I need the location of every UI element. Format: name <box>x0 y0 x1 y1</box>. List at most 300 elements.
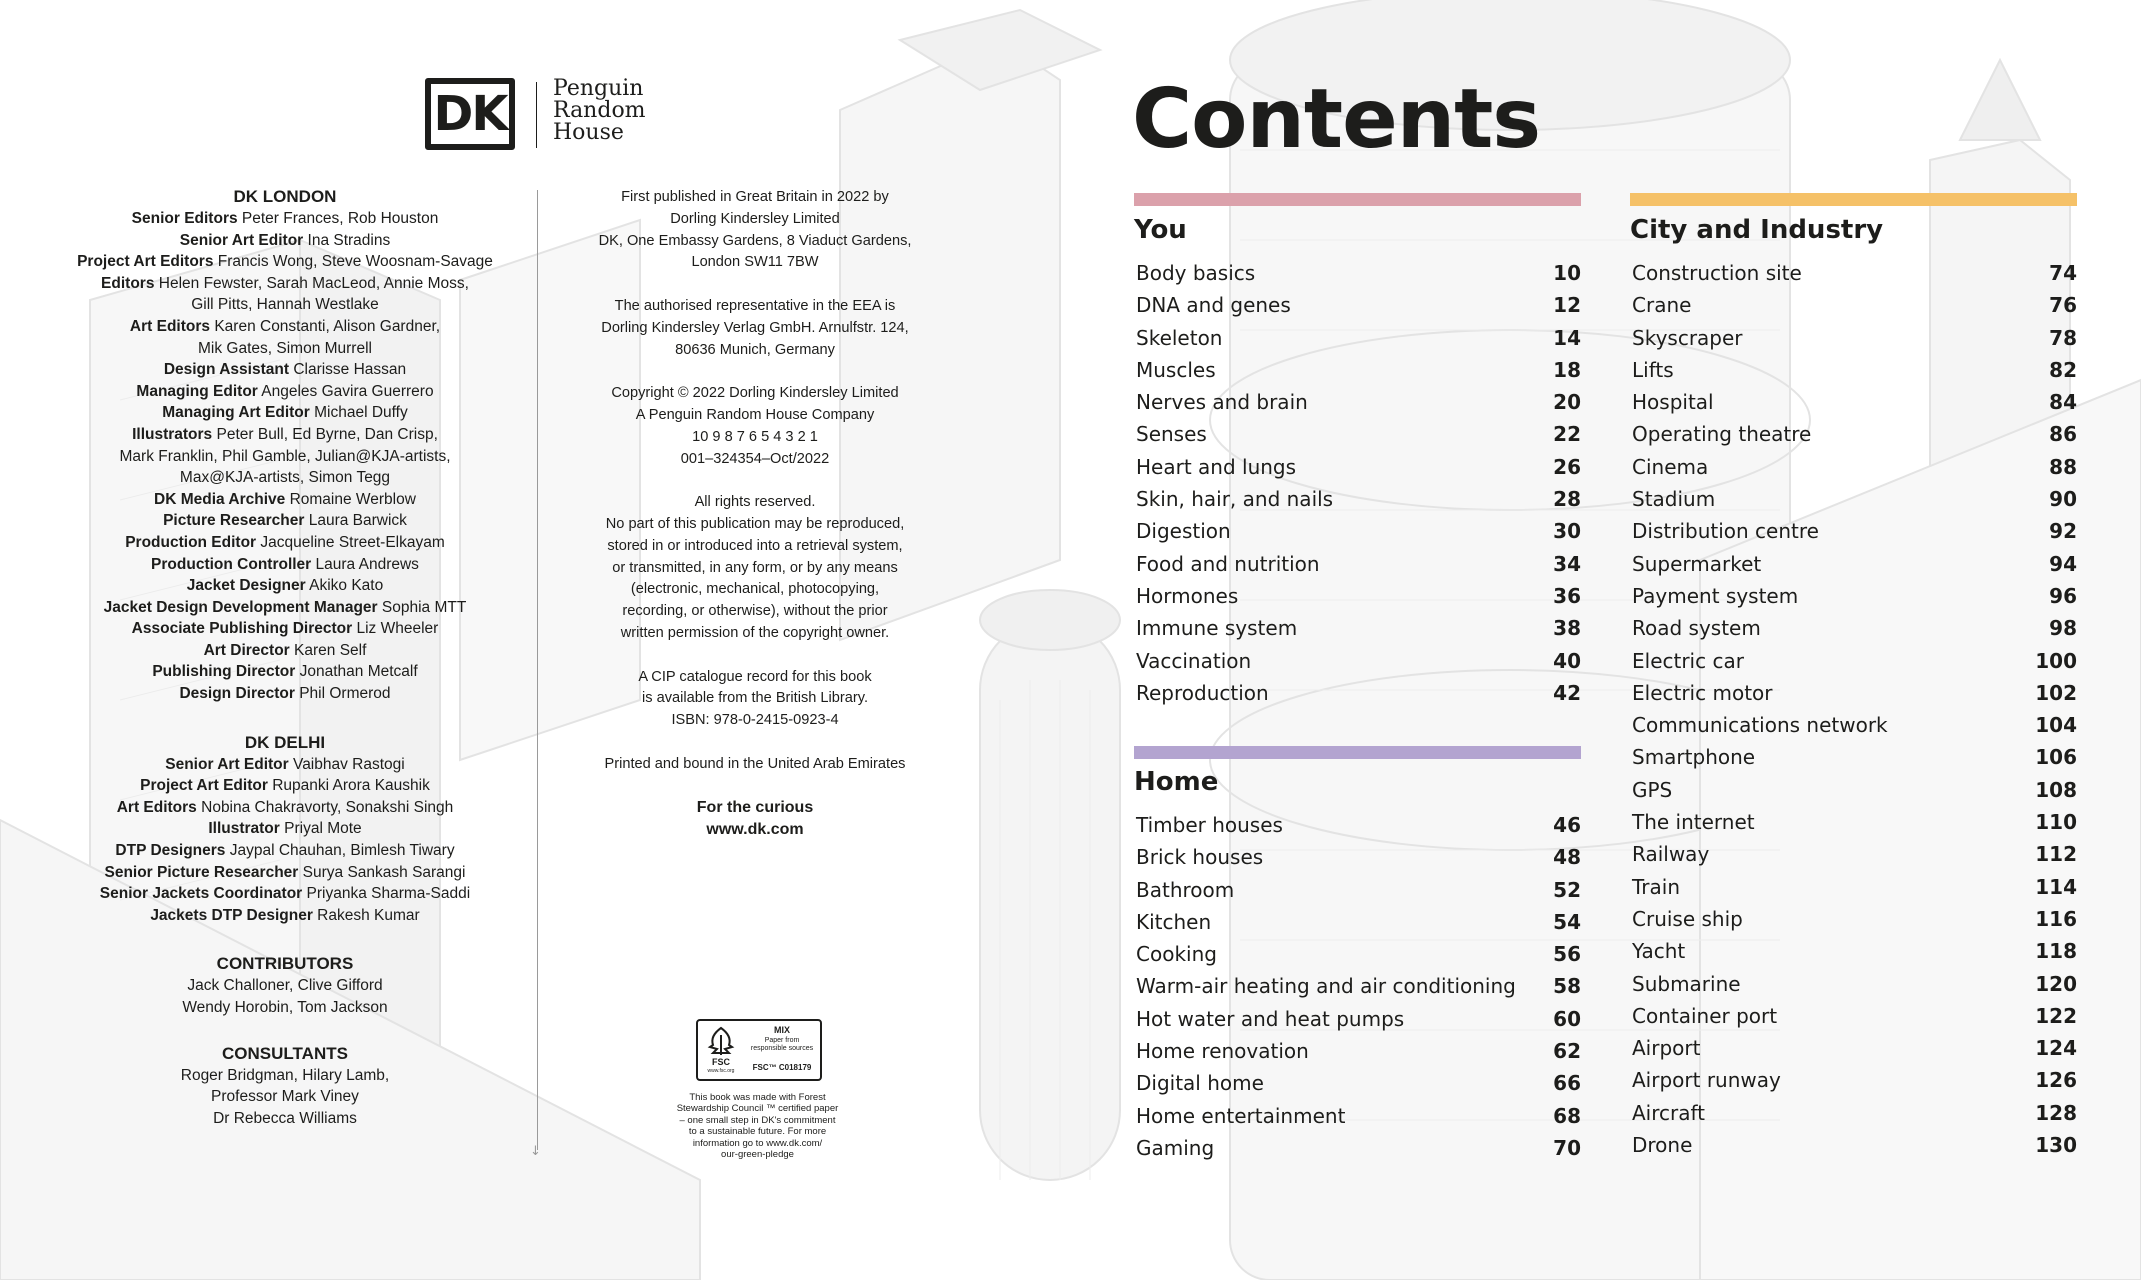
imprint-line: or transmitted, in any form, or by any means <box>612 559 898 576</box>
toc-entry[interactable] <box>1630 645 2077 677</box>
credit-role: Editors <box>101 274 155 292</box>
publisher-logo <box>425 78 665 154</box>
credit-line <box>60 661 510 683</box>
toc-entry[interactable] <box>1630 806 2077 838</box>
toc-entry-title: Heart and lungs <box>1136 454 1297 479</box>
toc-page-number: 100 <box>2035 648 2077 673</box>
toc-entry[interactable] <box>1630 903 2077 935</box>
toc-entry[interactable] <box>1134 257 1581 289</box>
toc-entry[interactable] <box>1134 809 1581 841</box>
toc-page-number: 42 <box>1553 680 1581 705</box>
toc-entry-title: Cinema <box>1632 454 1709 479</box>
toc-entry-title: Skyscraper <box>1632 325 1743 350</box>
toc-page-number: 124 <box>2035 1036 2077 1061</box>
toc-entry[interactable] <box>1134 354 1581 386</box>
fsc-paper-source <box>748 1037 816 1053</box>
imprint-line: Copyright © 2022 Dorling Kindersley Limited <box>611 385 899 402</box>
imprint-line: written permission of the copyright owner. <box>620 624 890 641</box>
toc-entry-title: Hot water and heat pumps <box>1136 1006 1405 1031</box>
toc-entry[interactable] <box>1630 612 2077 644</box>
toc-page-number: 10 <box>1553 261 1581 285</box>
imprint-paragraph <box>585 296 925 361</box>
toc-entry-title: Container port <box>1632 1003 1778 1028</box>
toc-entry-title: GPS <box>1632 777 1673 802</box>
credit-line <box>60 883 510 905</box>
credit-names: Vaibhav Rastogi <box>293 755 405 773</box>
toc-entry[interactable] <box>1630 580 2077 612</box>
toc-page-number: 26 <box>1553 454 1581 479</box>
toc-page-number: 104 <box>2035 713 2077 738</box>
toc-entry-title: Kitchen <box>1136 909 1212 934</box>
dk-logo-mark: DK <box>425 78 515 150</box>
toc-page-number: 94 <box>2049 551 2077 576</box>
consultant-line: Roger Bridgman, Hilary Lamb, <box>180 1066 390 1084</box>
toc-entry[interactable] <box>1630 677 2077 709</box>
toc-entry[interactable] <box>1134 289 1581 321</box>
contents-title: Contents <box>1132 72 1541 167</box>
toc-entry[interactable] <box>1630 774 2077 806</box>
credit-line <box>60 489 510 511</box>
toc-page-number: 112 <box>2035 842 2077 867</box>
contributor-line: Jack Challoner, Clive Gifford <box>187 977 383 995</box>
toc-page-number: 102 <box>2035 680 2077 705</box>
toc-entry[interactable] <box>1630 289 2077 321</box>
toc-page-number: 120 <box>2035 971 2077 996</box>
toc-entry-title: Reproduction <box>1136 680 1269 705</box>
credit-role: Art Editors <box>116 798 197 816</box>
credit-names: Francis Wong, Steve Woosnam-Savage <box>217 253 493 271</box>
toc-page-number: 20 <box>1553 390 1581 415</box>
fsc-paper-line-2: responsible sources <box>750 1045 814 1052</box>
toc-entry[interactable] <box>1134 612 1581 644</box>
toc-entry[interactable] <box>1630 257 2077 289</box>
toc-entry-title: The internet <box>1632 810 1755 835</box>
toc-entry-title: Gaming <box>1136 1135 1215 1160</box>
credit-line <box>60 862 510 884</box>
toc-entry[interactable] <box>1630 322 2077 354</box>
toc-entry-title: Hospital <box>1632 390 1714 415</box>
imprint-paragraph <box>585 187 925 274</box>
imprint-line: The authorised representative in the EEA is <box>614 297 896 314</box>
credit-line <box>60 381 510 403</box>
prh-line-3: House <box>553 120 624 145</box>
credit-names: Peter Frances, Rob Houston <box>241 210 439 227</box>
credit-role: Publishing Director <box>152 663 296 681</box>
credit-line <box>60 683 510 705</box>
toc-entry[interactable] <box>1134 386 1581 418</box>
toc-entry-title: Home entertainment <box>1136 1103 1346 1128</box>
credit-names: Karen Constanti, Alison Gardner, <box>214 317 441 335</box>
toc-entry-title: Digital home <box>1136 1071 1264 1096</box>
credit-names: Max@KJA-artists, Simon Tegg <box>179 469 391 487</box>
toc-page-number: 86 <box>2049 422 2077 447</box>
toc-entry[interactable] <box>1134 906 1581 938</box>
credit-names: Ina Stradins <box>307 231 391 249</box>
contributors-list <box>60 975 510 1018</box>
fsc-code: FSC™ C018179 <box>752 1063 812 1072</box>
toc-page-number: 34 <box>1553 551 1581 576</box>
toc-page-number: 70 <box>1553 1135 1581 1160</box>
credit-role: Senior Picture Researcher <box>104 863 299 881</box>
toc-entry[interactable] <box>1134 1067 1581 1099</box>
you-toc-list <box>1134 257 1581 709</box>
toc-page-number: 18 <box>1553 357 1581 382</box>
credit-role: Managing Art Editor <box>162 404 310 422</box>
toc-entry-title: Senses <box>1136 422 1207 447</box>
toc-entry-title: Road system <box>1632 616 1761 641</box>
credit-role: Picture Researcher <box>163 512 305 530</box>
fsc-note-line: – one small step in DK's commitment <box>679 1114 836 1126</box>
credit-names: Angeles Gavira Guerrero <box>261 382 434 400</box>
fsc-paper-line-1: Paper from <box>764 1037 800 1044</box>
dk-london-credits <box>60 208 510 705</box>
penguin-random-house-wordmark <box>553 78 646 144</box>
toc-entry-title: Skin, hair, and nails <box>1136 487 1334 512</box>
credit-names: Laura Andrews <box>315 555 419 573</box>
fsc-tree-icon <box>704 1025 738 1073</box>
toc-page-number: 48 <box>1553 845 1581 870</box>
credit-role: Associate Publishing Director <box>131 620 353 638</box>
toc-entry-title: Warm-air heating and air conditioning <box>1136 974 1516 999</box>
credit-names: Priyanka Sharma-Saddi <box>306 885 471 903</box>
toc-entry[interactable] <box>1630 1097 2077 1129</box>
imprint-paragraph <box>585 754 925 776</box>
toc-entry[interactable] <box>1134 418 1581 450</box>
credit-role: Art Editors <box>129 317 211 335</box>
imprint-paragraphs <box>585 187 925 776</box>
fsc-note-line: our-green-pledge <box>721 1149 794 1161</box>
credits-column <box>60 186 510 1129</box>
toc-entry[interactable] <box>1630 483 2077 515</box>
toc-page-number: 36 <box>1553 583 1581 608</box>
toc-page-number: 14 <box>1553 325 1581 350</box>
toc-page-number: 22 <box>1553 422 1581 447</box>
home-toc-list <box>1134 809 1581 1164</box>
toc-entry[interactable] <box>1630 741 2077 773</box>
toc-page-number: 90 <box>2049 487 2077 512</box>
credit-line <box>60 797 510 819</box>
imprint-line: 80636 Munich, Germany <box>675 341 835 358</box>
toc-entry[interactable] <box>1630 935 2077 967</box>
prh-line-2: Random <box>553 98 646 123</box>
toc-page-number: 82 <box>2049 357 2077 382</box>
toc-entry-title: Smartphone <box>1632 745 1756 770</box>
credit-role: Senior Art Editor <box>165 755 289 773</box>
toc-entry-title: Cooking <box>1136 942 1217 967</box>
toc-entry-title: Supermarket <box>1632 551 1762 576</box>
credit-line <box>60 446 510 468</box>
imprint-line: recording, or otherwise), without the prior <box>622 603 888 620</box>
credit-role: Senior Jackets Coordinator <box>99 885 303 903</box>
toc-page-number: 88 <box>2049 454 2077 479</box>
toc-entry[interactable] <box>1630 354 2077 386</box>
consultants-list <box>60 1065 510 1130</box>
toc-entry[interactable] <box>1630 548 2077 580</box>
credit-names: Karen Self <box>294 641 367 659</box>
toc-entry-title: Payment system <box>1632 583 1799 608</box>
toc-page-number: 98 <box>2049 616 2077 641</box>
credit-line <box>60 294 510 316</box>
fsc-note-line: This book was made with Forest <box>689 1092 826 1103</box>
credit-names: Clarisse Hassan <box>293 361 407 379</box>
toc-page-number: 122 <box>2035 1003 2077 1028</box>
toc-page-number: 128 <box>2035 1100 2077 1125</box>
consultants-heading: CONSULTANTS <box>222 1043 348 1063</box>
toc-entry-title: Airport runway <box>1632 1068 1781 1093</box>
contributor-line: Wendy Horobin, Tom Jackson <box>182 999 388 1016</box>
credit-names: Surya Sankash Sarangi <box>302 863 466 881</box>
toc-entry-title: Airport <box>1632 1036 1701 1061</box>
toc-page-number: 46 <box>1553 813 1581 837</box>
credit-line <box>60 338 510 360</box>
credit-names: Jonathan Metcalf <box>299 663 418 681</box>
toc-entry[interactable] <box>1134 1132 1581 1164</box>
toc-entry[interactable] <box>1630 418 2077 450</box>
toc-entry-title: Operating theatre <box>1632 422 1812 447</box>
toc-entry[interactable] <box>1134 515 1581 547</box>
website-link[interactable]: www.dk.com <box>706 821 804 839</box>
fsc-url: www.fsc.org <box>707 1068 735 1073</box>
imprint-paragraph <box>585 383 925 470</box>
toc-entry-title: Immune system <box>1136 616 1298 641</box>
toc-entry-title: Hormones <box>1136 583 1239 608</box>
credit-names: Akiko Kato <box>309 577 384 595</box>
toc-entry-title: Lifts <box>1632 357 1674 382</box>
credit-role: DK Media Archive <box>154 490 286 508</box>
toc-entry-title: Railway <box>1632 842 1710 867</box>
imprint-line: DK, One Embassy Gardens, 8 Viaduct Gardens, <box>598 232 912 249</box>
toc-entry[interactable] <box>1630 386 2077 418</box>
toc-page-number: 106 <box>2035 745 2077 770</box>
credit-names: Phil Ormerod <box>299 685 391 703</box>
home-section-bar <box>1134 746 1581 759</box>
toc-entry-title: Vaccination <box>1136 648 1252 673</box>
toc-entry[interactable] <box>1630 1032 2077 1064</box>
credit-role: Project Art Editors <box>77 253 214 271</box>
credit-role: Design Assistant <box>163 361 289 379</box>
toc-entry[interactable] <box>1134 483 1581 515</box>
toc-entry[interactable] <box>1630 871 2077 903</box>
credit-names: Priyal Mote <box>284 820 362 838</box>
toc-page-number: 66 <box>1553 1071 1581 1096</box>
credit-line <box>60 402 510 424</box>
credit-line <box>60 554 510 576</box>
fsc-note-line: information go to www.dk.com/ <box>692 1137 823 1149</box>
imprint-paragraph <box>585 492 925 645</box>
imprint-line: 10 9 8 7 6 5 4 3 2 1 <box>692 428 818 445</box>
toc-entry-title: Yacht <box>1632 939 1686 964</box>
toc-page-number: 30 <box>1553 519 1581 544</box>
dk-london-heading: DK LONDON <box>233 187 337 206</box>
credit-line <box>60 532 510 554</box>
divider-arrow-icon: ↓ <box>530 1144 541 1159</box>
credit-line <box>60 316 510 338</box>
toc-entry-title: Timber houses <box>1136 813 1283 837</box>
toc-entry-title: Nerves and brain <box>1136 390 1308 415</box>
contributors-heading: CONTRIBUTORS <box>216 954 354 974</box>
column-divider <box>537 190 538 1150</box>
toc-page-number: 130 <box>2035 1133 2077 1158</box>
toc-page-number: 110 <box>2035 810 2077 835</box>
toc-entry[interactable] <box>1630 968 2077 1000</box>
fsc-note <box>665 1092 850 1160</box>
credit-role: Art Director <box>203 641 290 659</box>
credit-role: Illustrator <box>208 820 280 838</box>
toc-entry-title: Crane <box>1632 293 1692 318</box>
toc-entry-title: Aircraft <box>1632 1100 1706 1125</box>
imprint-line: ISBN: 978-0-2415-0923-4 <box>671 712 839 729</box>
fsc-note-line: Stewardship Council ™ certified paper <box>676 1103 839 1115</box>
toc-entry-title: Electric car <box>1632 648 1744 673</box>
credit-names: Jacqueline Street-Elkayam <box>260 533 445 551</box>
home-section-title: Home <box>1134 767 1219 797</box>
credit-names: Laura Barwick <box>308 512 407 530</box>
imprint-line: (electronic, mechanical, photocopying, <box>630 581 880 598</box>
credit-names: Nobina Chakravorty, Sonakshi Singh <box>201 798 454 816</box>
toc-page-number: 92 <box>2049 519 2077 544</box>
imprint-line: London SW11 7BW <box>691 254 819 271</box>
credit-line <box>60 230 510 252</box>
consultant-line: Professor Mark Viney <box>211 1088 359 1106</box>
toc-entry[interactable] <box>1630 1064 2077 1096</box>
credit-names: Rakesh Kumar <box>317 906 420 924</box>
credit-names: Liz Wheeler <box>356 620 439 638</box>
toc-entry-title: Food and nutrition <box>1136 551 1320 576</box>
consultant-line: Dr Rebecca Williams <box>213 1109 357 1127</box>
toc-page-number: 52 <box>1553 877 1581 902</box>
credit-role: Design Director <box>179 685 295 703</box>
toc-page-number: 74 <box>2049 261 2077 285</box>
toc-entry[interactable] <box>1134 548 1581 580</box>
imprint-line: No part of this publication may be reproduced, <box>605 515 905 532</box>
imprint-line: stored in or introduced into a retrieval system, <box>607 537 903 554</box>
fsc-label <box>696 1019 822 1081</box>
credit-names: Mik Gates, Simon Murrell <box>198 339 372 357</box>
imprint-line: All rights reserved. <box>694 494 816 511</box>
toc-page-number: 84 <box>2049 390 2077 415</box>
credit-names: Rupanki Arora Kaushik <box>272 777 430 795</box>
imprint-line: Printed and bound in the United Arab Emirates <box>604 755 906 772</box>
toc-entry-title: Bathroom <box>1136 877 1235 902</box>
toc-page-number: 12 <box>1553 293 1581 318</box>
toc-entry-title: Skeleton <box>1136 325 1223 350</box>
toc-entry-title: Train <box>1632 874 1680 899</box>
credit-line <box>60 905 510 927</box>
credit-names: Peter Bull, Ed Byrne, Dan Crisp, <box>216 425 438 443</box>
tagline: For the curious <box>696 799 814 817</box>
toc-entry-title: Brick houses <box>1136 845 1264 870</box>
imprint-line: is available from the British Library. <box>641 690 869 707</box>
toc-page-number: 56 <box>1553 942 1581 967</box>
prh-line-1: Penguin <box>553 76 644 101</box>
toc-entry[interactable] <box>1630 515 2077 547</box>
toc-entry-title: Body basics <box>1136 261 1256 285</box>
toc-entry-title: Communications network <box>1632 713 1888 738</box>
credit-line <box>60 640 510 662</box>
toc-entry[interactable] <box>1630 838 2077 870</box>
credit-line <box>60 840 510 862</box>
toc-entry[interactable] <box>1134 580 1581 612</box>
credit-role: Illustrators <box>132 425 213 443</box>
toc-entry-title: DNA and genes <box>1136 293 1291 318</box>
imprint-line: First published in Great Britain in 2022 by <box>621 189 889 205</box>
toc-page-number: 76 <box>2049 293 2077 318</box>
toc-page-number: 28 <box>1553 487 1581 512</box>
toc-entry-title: Muscles <box>1136 357 1216 382</box>
toc-entry-title: Construction site <box>1632 261 1802 285</box>
credit-role: Jacket Designer <box>186 577 306 595</box>
imprint-line: 001–324354–Oct/2022 <box>680 450 830 467</box>
toc-entry[interactable] <box>1134 1100 1581 1132</box>
credit-names: Helen Fewster, Sarah MacLeod, Annie Moss, <box>158 274 469 292</box>
credit-role: Senior Art Editor <box>179 231 304 249</box>
credit-line <box>60 597 510 619</box>
toc-page-number: 40 <box>1553 648 1581 673</box>
credit-line <box>60 818 510 840</box>
toc-entry-title: Stadium <box>1632 487 1716 512</box>
city-section-title: City and Industry <box>1630 215 1884 245</box>
credit-line <box>60 618 510 640</box>
credit-line <box>60 359 510 381</box>
you-section-title: You <box>1134 215 1187 245</box>
fsc-mix: MIX <box>773 1025 790 1035</box>
toc-entry[interactable] <box>1630 1000 2077 1032</box>
credit-line <box>60 424 510 446</box>
toc-entry[interactable] <box>1134 677 1581 709</box>
toc-entry[interactable] <box>1134 970 1581 1002</box>
toc-page-number: 116 <box>2035 906 2077 931</box>
toc-entry[interactable] <box>1630 709 2077 741</box>
city-section-bar <box>1630 193 2077 206</box>
credit-line <box>60 273 510 295</box>
toc-entry-title: Cruise ship <box>1632 906 1743 931</box>
toc-entry-title: Digestion <box>1136 519 1231 544</box>
credit-role: Jacket Design Development Manager <box>103 598 378 616</box>
city-toc-list <box>1630 257 2077 1161</box>
credit-role: Project Art Editor <box>140 777 268 795</box>
toc-page-number: 58 <box>1553 974 1581 999</box>
credit-role: Senior Editors <box>131 210 238 227</box>
credit-line <box>60 775 510 797</box>
toc-entry-title: Electric motor <box>1632 680 1773 705</box>
toc-entry[interactable] <box>1134 1003 1581 1035</box>
toc-entry[interactable] <box>1134 322 1581 354</box>
credit-line <box>60 575 510 597</box>
toc-page-number: 38 <box>1553 616 1581 641</box>
credit-role: Production Editor <box>125 533 257 551</box>
fsc-logo-text: FSC <box>712 1057 730 1067</box>
toc-page-number: 108 <box>2035 777 2077 802</box>
toc-entry[interactable] <box>1630 451 2077 483</box>
credit-role: Managing Editor <box>136 382 258 400</box>
toc-entry[interactable] <box>1134 1035 1581 1067</box>
credit-role: Jackets DTP Designer <box>150 906 313 924</box>
imprint-line: A CIP catalogue record for this book <box>638 668 872 685</box>
toc-entry[interactable] <box>1630 1129 2077 1161</box>
toc-entry[interactable] <box>1134 645 1581 677</box>
credit-names: Gill Pitts, Hannah Westlake <box>191 296 379 314</box>
toc-entry[interactable] <box>1134 841 1581 873</box>
toc-page-number: 54 <box>1553 909 1581 934</box>
credit-line <box>60 467 510 489</box>
credit-names: Jaypal Chauhan, Bimlesh Tiwary <box>229 842 455 860</box>
toc-entry[interactable] <box>1134 451 1581 483</box>
imprint-line: A Penguin Random House Company <box>635 406 875 423</box>
toc-entry-title: Home renovation <box>1136 1039 1309 1064</box>
toc-entry[interactable] <box>1134 874 1581 906</box>
toc-page-number: 96 <box>2049 583 2077 608</box>
toc-entry[interactable] <box>1134 938 1581 970</box>
